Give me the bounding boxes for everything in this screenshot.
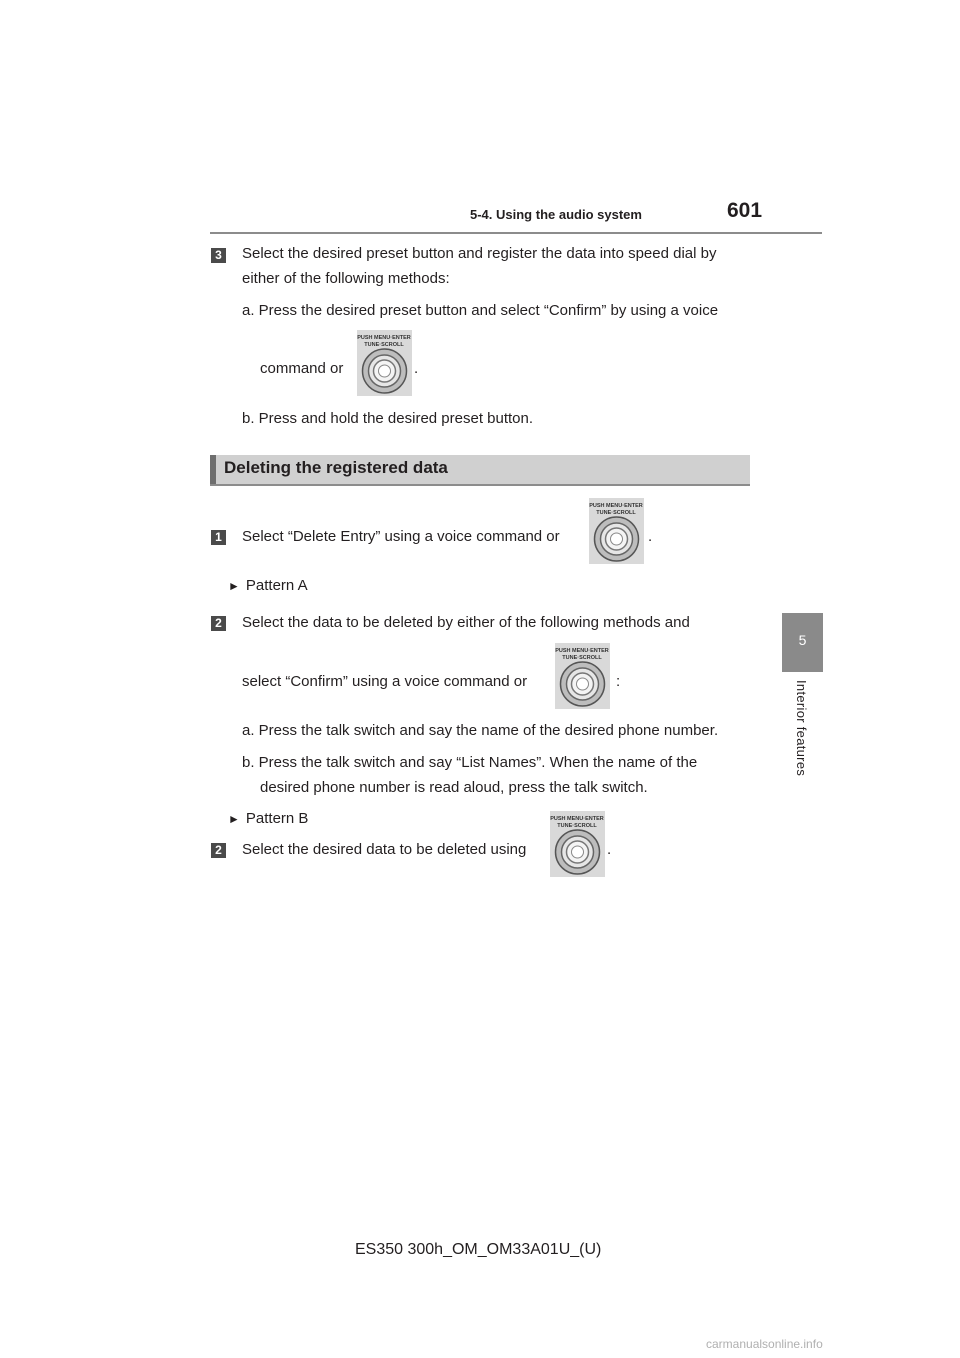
header-section-title: 5-4. Using the audio system — [470, 207, 642, 222]
knob-label-top: PUSH MENU·ENTER — [555, 648, 609, 654]
step-badge-2: 2 — [211, 843, 226, 858]
knob-label-bottom: TUNE·SCROLL — [557, 823, 597, 829]
footer-doc-id: ES350 300h_OM_OM33A01U_(U) — [355, 1241, 602, 1258]
section-heading-bar — [210, 455, 750, 486]
step3-line1: Select the desired preset button and register the data into speed dial by — [242, 245, 717, 262]
tune-scroll-knob-icon — [357, 330, 412, 396]
pattern-a-option-b-line2: desired phone number is read aloud, press the talk switch. — [260, 779, 648, 796]
step3-option-a-line2: command or — [260, 360, 344, 377]
step-badge-3: 3 — [211, 248, 226, 263]
header-divider — [210, 232, 822, 234]
step-badge-2: 2 — [211, 616, 226, 631]
step3-line2: either of the following methods: — [242, 270, 450, 287]
section-heading-accent — [210, 455, 216, 484]
step3-option-a-period: . — [414, 360, 419, 377]
section-heading-title: Deleting the registered data — [224, 458, 448, 477]
pattern-b-heading — [228, 806, 308, 832]
watermark: carmanualsonline.info — [706, 1337, 823, 1351]
tune-scroll-knob-icon — [550, 811, 605, 877]
chapter-number: 5 — [798, 632, 807, 648]
step-badge-1: 1 — [211, 530, 226, 545]
page-number: 601 — [727, 199, 763, 222]
knob-label-top: PUSH MENU·ENTER — [589, 503, 643, 509]
pattern-a-label: Pattern A — [245, 577, 308, 594]
knob-label-bottom: TUNE·SCROLL — [364, 342, 404, 348]
tune-scroll-knob-icon — [555, 643, 610, 709]
pattern-a-colon: : — [616, 673, 621, 690]
pattern-a-heading — [228, 573, 308, 599]
knob-label-bottom: TUNE·SCROLL — [596, 510, 636, 516]
pattern-a-option-a: a. Press the talk switch and say the name of the desired phone number. — [242, 722, 719, 739]
chapter-label: Interior features — [794, 680, 809, 777]
knob-label-top: PUSH MENU·ENTER — [357, 335, 411, 341]
knob-label-bottom: TUNE·SCROLL — [562, 655, 602, 661]
knob-label-top: PUSH MENU·ENTER — [550, 816, 604, 822]
pattern-a-line2: select “Confirm” using a voice command or — [242, 673, 528, 690]
triangle-bullet-icon: ► — [228, 812, 240, 826]
step1-text: Select “Delete Entry” using a voice command or — [242, 528, 560, 545]
pattern-b-period: . — [607, 841, 612, 858]
step1-period: . — [648, 528, 653, 545]
pattern-b-text: Select the desired data to be deleted using — [242, 841, 527, 858]
triangle-bullet-icon: ► — [228, 579, 240, 593]
pattern-b-label: Pattern B — [245, 810, 309, 827]
pattern-a-line1: Select the data to be deleted by either of the following methods and — [242, 614, 690, 631]
pattern-a-option-b-line1: b. Press the talk switch and say “List Names”. When the name of the — [242, 754, 698, 771]
step3-option-b: b. Press and hold the desired preset button. — [242, 410, 534, 427]
tune-scroll-knob-icon — [589, 498, 644, 564]
step3-option-a-line1: a. Press the desired preset button and select “Confirm” by using a voice — [242, 302, 719, 319]
